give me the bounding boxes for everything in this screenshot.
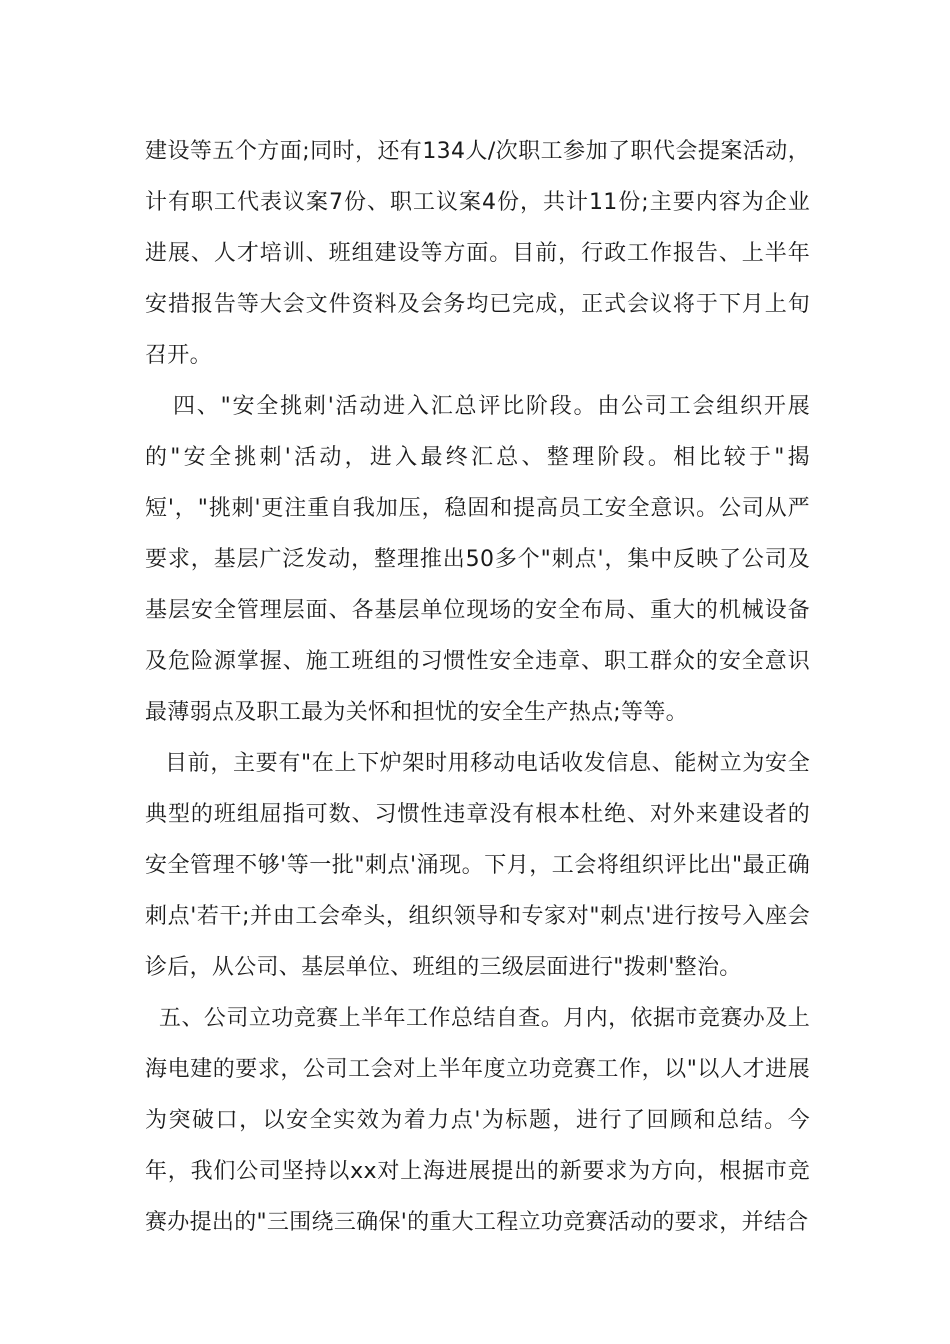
paragraph-2: 四、"安全挑刺'活动进入汇总评比阶段。由公司工会组织开展的"安全挑刺'活动，进入最终汇总、整理阶段。相比较于"揭短'，"挑刺'更注重自我加压，稳固和提高员工安全意识。公司从严要求，基层广泛发动，整理推出50多个"刺点'，集中反映了公司及基层安全管理层面、各基层单位现场的安全布局、重大的机械设备及危险源掌握、施工班组的习惯性安全违章、职工群众的安全意识最薄弱点及职工最为关怀和担忧的安全生产热点;等等。	[145, 394, 810, 725]
paragraph-3: 目前，主要有"在上下炉架时用移动电话收发信息、能树立为安全典型的班组屈指可数、习惯性违章没有根本杜绝、对外来建设者的安全管理不够'等一批"刺点'涌现。下月，工会将组织评比出"最正确刺点'若干;并由工会牵头，组织领导和专家对"刺点'进行按号入座会诊后，从公司、基层单位、班组的三级层面进行"拨刺'整治。	[145, 751, 810, 980]
paragraph-1: 建设等五个方面;同时，还有134人/次职工参加了职代会提案活动，计有职工代表议案7份、职工议案4份，共计11份;主要内容为企业进展、人才培训、班组建设等方面。目前，行政工作报告、上半年安措报告等大会文件资料及会务均已完成，正式会议将于下月上旬召开。	[145, 139, 810, 368]
document-body	[145, 126, 810, 1248]
paragraph-4: 五、公司立功竞赛上半年工作总结自查。月内，依据市竞赛办及上海电建的要求，公司工会对上半年度立功竞赛工作，以"以人才进展为突破口，以安全实效为着力点'为标题，进行了回顾和总结。今年，我们公司坚持以xx对上海进展提出的新要求为方向，根据市竞赛办提出的"三围绕三确保'的重大工程立功竞赛活动的要求，并结合	[145, 1006, 810, 1235]
